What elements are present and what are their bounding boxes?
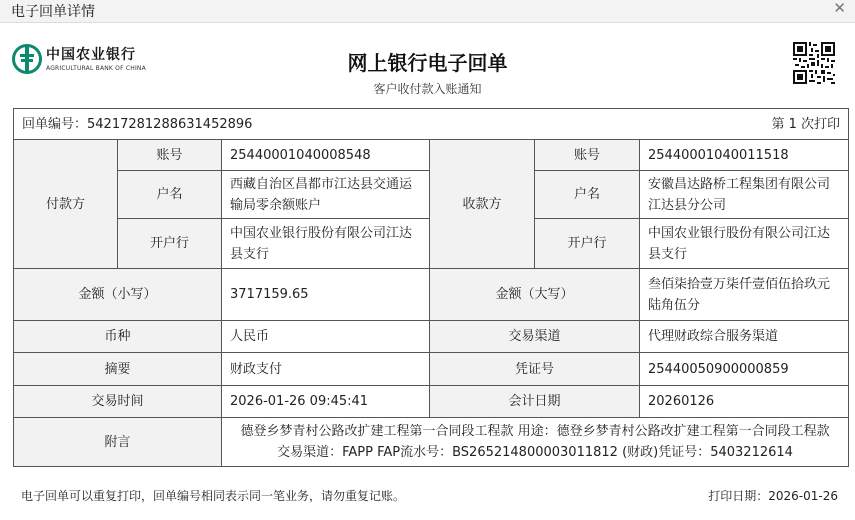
bank-name-cn: 中国农业银行 bbox=[46, 47, 136, 63]
memo-line-2: 交易渠道：FAPP FAP流水号：BS265214800003011812 (财政)凭证号：5403212614 bbox=[277, 445, 793, 460]
payer-section-label: 付款方 bbox=[14, 140, 118, 269]
payer-name: 西藏自治区昌都市江达县交通运输局零余额账户 bbox=[222, 171, 430, 219]
document-title: 网上银行电子回单 bbox=[347, 51, 508, 75]
amount-big: 叁佰柒拾壹万柒仟壹佰伍拾玖元陆角伍分 bbox=[640, 269, 849, 321]
voucher-value: 25440050900000859 bbox=[640, 353, 849, 386]
trade-time-value: 2026-01-26 09:45:41 bbox=[222, 386, 430, 418]
payer-name-label: 户名 bbox=[118, 171, 222, 219]
voucher-label: 凭证号 bbox=[430, 353, 640, 386]
receipt-header-cell bbox=[14, 109, 849, 140]
payer-bank: 中国农业银行股份有限公司江达县支行 bbox=[222, 219, 430, 269]
qr-code-icon bbox=[793, 42, 835, 84]
memo-label: 附言 bbox=[14, 418, 222, 467]
amount-small-label: 金额（小写） bbox=[14, 269, 222, 321]
table-row bbox=[14, 418, 849, 467]
window-titlebar bbox=[0, 0, 855, 23]
footer-note: 电子回单可以重复打印，回单编号相同表示同一笔业务，请勿重复记账。 bbox=[21, 489, 406, 503]
table-row bbox=[14, 140, 849, 171]
receipt-table bbox=[13, 108, 849, 467]
summary-value: 财政支付 bbox=[222, 353, 430, 386]
memo-line-1: 德登乡梦青村公路改扩建工程第一合同段工程款 用途：德登乡梦青村公路改扩建工程第一合同段工程款 bbox=[240, 424, 830, 439]
account-date-value: 20260126 bbox=[640, 386, 849, 418]
receipt-number-label: 回单编号： bbox=[22, 116, 88, 132]
currency-label: 币种 bbox=[14, 321, 222, 353]
summary-label: 摘要 bbox=[14, 353, 222, 386]
window-title: 电子回单详情 bbox=[11, 4, 95, 20]
payee-bank-label: 开户行 bbox=[535, 219, 640, 269]
account-date-label: 会计日期 bbox=[430, 386, 640, 418]
trade-time-label: 交易时间 bbox=[14, 386, 222, 418]
table-row bbox=[14, 321, 849, 353]
payee-name: 安徽昌达路桥工程集团有限公司江达县分公司 bbox=[640, 171, 849, 219]
print-date: 打印日期：2026-01-26 bbox=[708, 489, 838, 503]
amount-big-label: 金额（大写） bbox=[430, 269, 640, 321]
channel-label: 交易渠道 bbox=[430, 321, 640, 353]
table-row bbox=[14, 353, 849, 386]
payee-account: 25440001040011518 bbox=[640, 140, 849, 171]
bank-name-en: AGRICULTURAL BANK OF CHINA bbox=[46, 65, 146, 72]
print-count: 第 1 次打印 bbox=[771, 116, 841, 132]
table-row bbox=[14, 386, 849, 418]
payee-bank: 中国农业银行股份有限公司江达县支行 bbox=[640, 219, 849, 269]
payer-account: 25440001040008548 bbox=[222, 140, 430, 171]
channel-value: 代理财政综合服务渠道 bbox=[640, 321, 849, 353]
payee-account-label: 账号 bbox=[535, 140, 640, 171]
receipt-header-row bbox=[14, 109, 849, 140]
payer-account-label: 账号 bbox=[118, 140, 222, 171]
amount-small: 3717159.65 bbox=[222, 269, 430, 321]
payee-name-label: 户名 bbox=[535, 171, 640, 219]
payee-section-label: 收款方 bbox=[430, 140, 535, 269]
receipt-number: 54217281288631452896 bbox=[87, 116, 253, 132]
close-icon[interactable]: ✕ bbox=[833, 0, 846, 17]
memo-value bbox=[222, 418, 849, 467]
table-row bbox=[14, 269, 849, 321]
payer-bank-label: 开户行 bbox=[118, 219, 222, 269]
currency-value: 人民币 bbox=[222, 321, 430, 353]
document-subtitle: 客户收付款入账通知 bbox=[373, 82, 482, 96]
